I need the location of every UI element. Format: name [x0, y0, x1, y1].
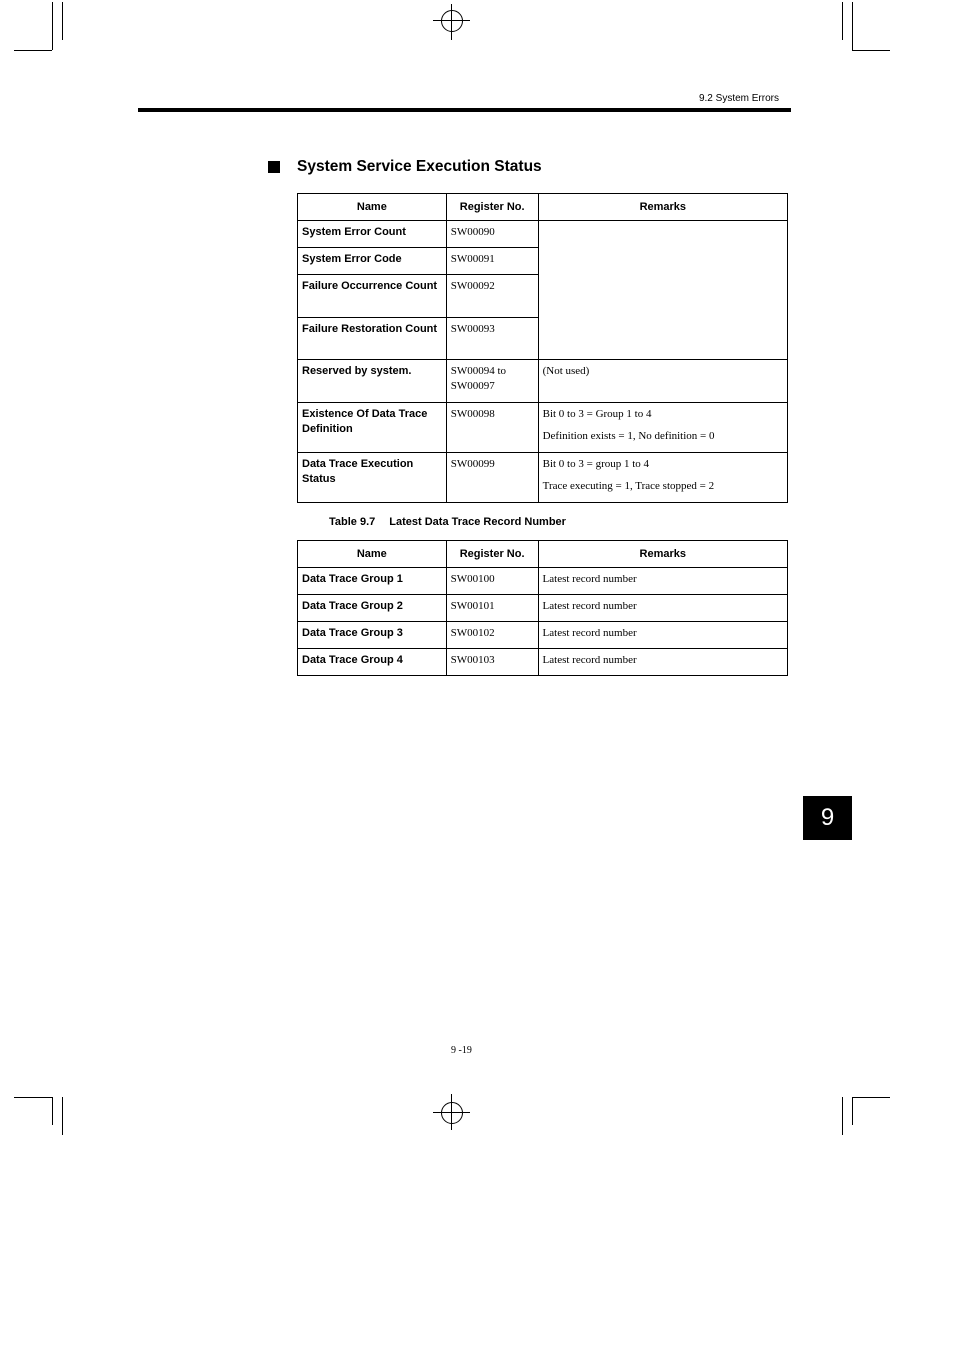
row-name: Data Trace Group 3 [298, 622, 447, 649]
row-name: Failure Occurrence Count [298, 275, 447, 318]
row-name: Reserved by system. [298, 360, 447, 403]
chapter-tab: 9 [803, 796, 852, 840]
row-remarks: Latest record number [538, 649, 787, 676]
column-header-name: Name [298, 541, 447, 568]
table-row [298, 649, 788, 676]
header-rule [138, 108, 791, 112]
remarks-line: (Not used) [542, 365, 590, 377]
table-row [298, 622, 788, 649]
row-name: Data Trace Group 2 [298, 595, 447, 622]
table-caption-number: Table 9.7 [329, 516, 376, 528]
row-remarks: Latest record number [538, 568, 787, 595]
column-header-remarks: Remarks [538, 194, 787, 221]
table-row [298, 221, 788, 248]
row-register: SW00091 [446, 248, 538, 275]
table-row [298, 453, 788, 503]
row-register: SW00090 [446, 221, 538, 248]
row-remarks [538, 453, 787, 503]
table-row [298, 360, 788, 403]
row-register: SW00092 [446, 275, 538, 318]
remarks-line: Bit 0 to 3 = group 1 to 4 [542, 458, 650, 470]
row-remarks-empty [538, 221, 787, 360]
column-header-name: Name [298, 194, 447, 221]
row-register: SW00098 [446, 403, 538, 453]
remarks-line: Trace executing = 1, Trace stopped = 2 [542, 480, 715, 492]
row-register: SW00093 [446, 318, 538, 360]
row-name: System Error Count [298, 221, 447, 248]
table-row [298, 403, 788, 453]
table-header-row [298, 194, 788, 221]
table-header-row [298, 541, 788, 568]
row-name: System Error Code [298, 248, 447, 275]
remarks-line: Bit 0 to 3 = Group 1 to 4 [542, 408, 652, 420]
column-header-register: Register No. [446, 541, 538, 568]
row-name: Data Trace Group 1 [298, 568, 447, 595]
column-header-register: Register No. [446, 194, 538, 221]
column-header-remarks: Remarks [538, 541, 787, 568]
system-service-table [297, 193, 788, 503]
row-remarks [538, 403, 787, 453]
row-register: SW00100 [446, 568, 538, 595]
row-register: SW00102 [446, 622, 538, 649]
row-register: SW00103 [446, 649, 538, 676]
table-row [298, 595, 788, 622]
row-name: Data Trace Group 4 [298, 649, 447, 676]
latest-record-table [297, 540, 788, 676]
row-register: SW00094 to SW00097 [446, 360, 538, 403]
page-number: 9 -19 [451, 1045, 472, 1056]
square-bullet-icon [268, 161, 280, 173]
table-row [298, 568, 788, 595]
row-remarks: Latest record number [538, 622, 787, 649]
row-name: Failure Restoration Count [298, 318, 447, 360]
row-remarks: Latest record number [538, 595, 787, 622]
table-caption-title: Latest Data Trace Record Number [389, 516, 566, 528]
section-title: System Service Execution Status [297, 158, 542, 175]
remarks-line: Definition exists = 1, No definition = 0 [542, 430, 715, 442]
row-register: SW00101 [446, 595, 538, 622]
section-heading [268, 158, 542, 176]
table-caption [329, 516, 566, 528]
row-name: Existence Of Data Trace Definition [298, 403, 447, 453]
row-name: Data Trace Execution Status [298, 453, 447, 503]
row-remarks [538, 360, 787, 403]
running-header: 9.2 System Errors [698, 93, 779, 104]
row-register: SW00099 [446, 453, 538, 503]
